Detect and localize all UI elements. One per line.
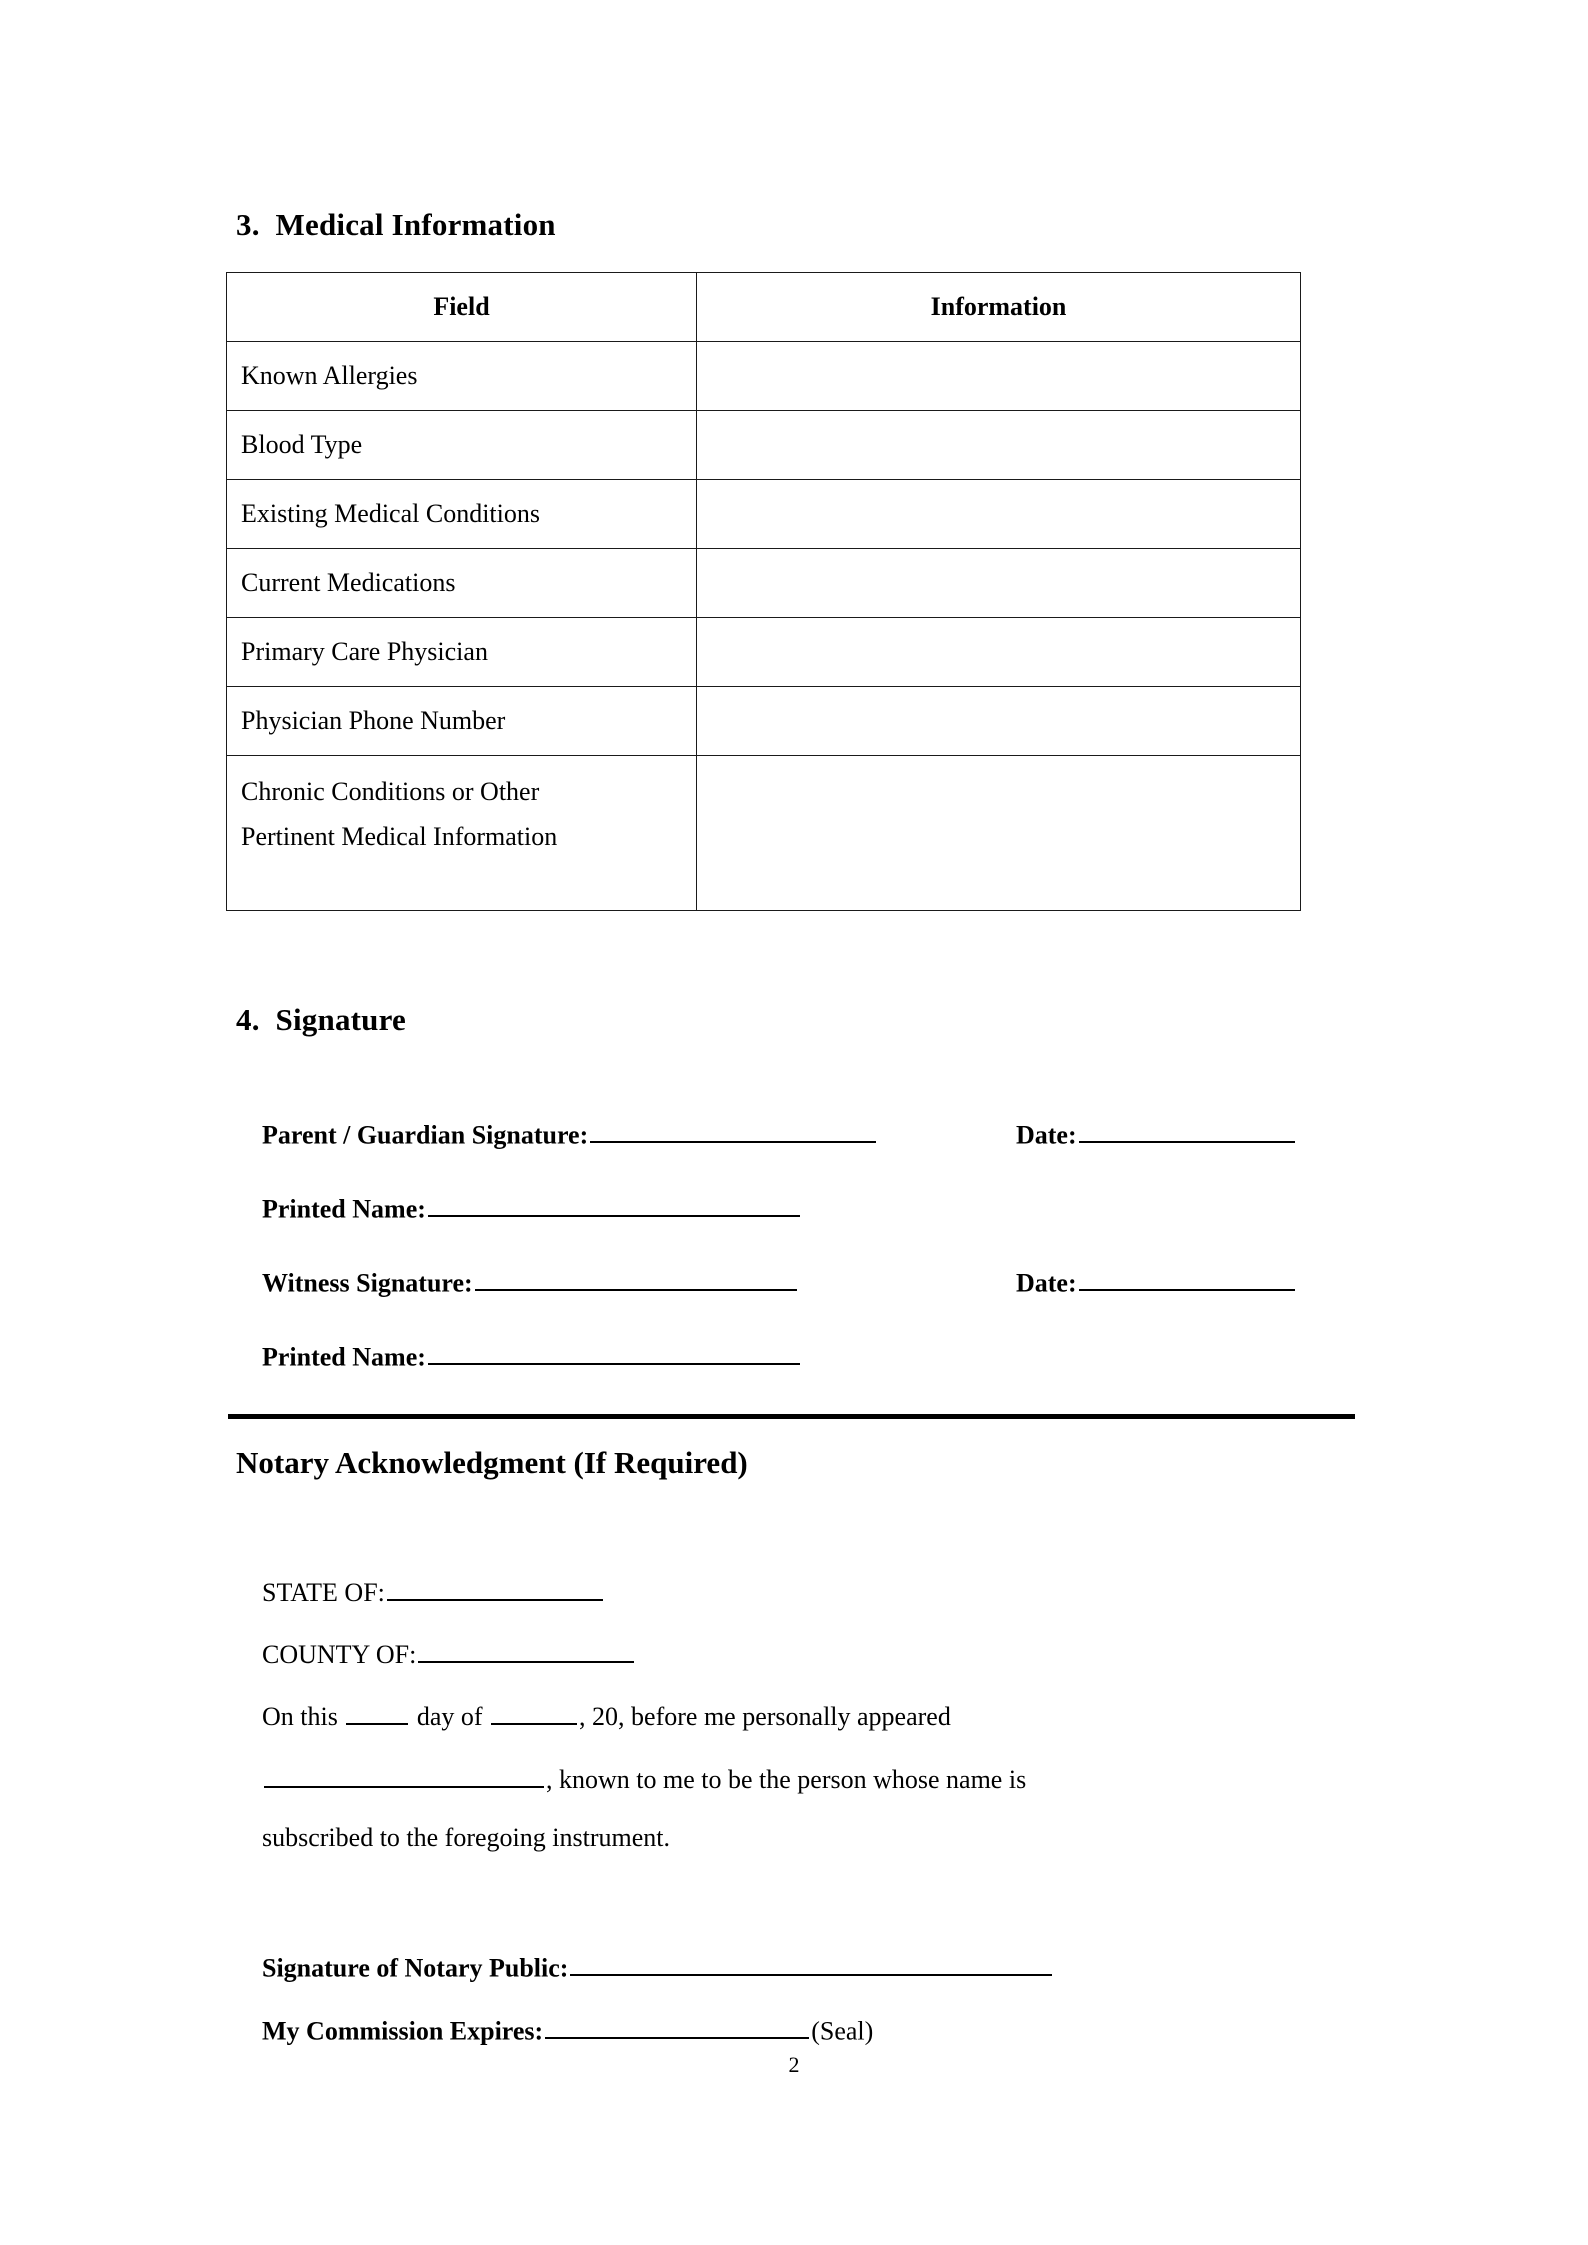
field-label-blood-type: Blood Type (227, 411, 697, 480)
notary-signature-input[interactable] (570, 1947, 1052, 1976)
page-number-footer: 2 (788, 2052, 800, 2077)
notary-county-input[interactable] (418, 1635, 634, 1663)
table-row (227, 549, 1301, 618)
section-heading-signature: 4. Signature (236, 1002, 406, 1037)
table-row (227, 480, 1301, 549)
notary-county-label: COUNTY OF: (262, 1640, 417, 1669)
notary-month-input[interactable] (491, 1697, 577, 1725)
witness-printed-name-row (236, 1306, 802, 1402)
field-input-chronic-conditions[interactable] (697, 756, 1301, 911)
notary-subscribed-text: subscribed to the foregoing instrument. (262, 1823, 670, 1852)
field-label-known-allergies: Known Allergies (227, 342, 697, 411)
section-heading-notary-acknowledgment: Notary Acknowledgment (If Required) (236, 1445, 748, 1480)
column-header-field: Field (227, 273, 697, 342)
notary-commission-expires-input[interactable] (545, 2010, 809, 2039)
section-heading-medical-information: 3. Medical Information (236, 207, 556, 242)
field-input-current-medications[interactable] (697, 549, 1301, 618)
table-row (227, 618, 1301, 687)
field-input-blood-type[interactable] (697, 411, 1301, 480)
table-header-row (227, 273, 1301, 342)
parent-guardian-date-input[interactable] (1079, 1114, 1295, 1143)
parent-printed-name-input[interactable] (428, 1188, 800, 1217)
field-input-physician-phone-number[interactable] (697, 687, 1301, 756)
notary-appearance-line-3 (236, 1793, 670, 1883)
field-input-known-allergies[interactable] (697, 342, 1301, 411)
field-input-primary-care-physician[interactable] (697, 618, 1301, 687)
table-row (227, 342, 1301, 411)
witness-signature-label: Witness Signature: (262, 1268, 473, 1298)
field-label-current-medications: Current Medications (227, 549, 697, 618)
parent-guardian-date-label: Date: (1016, 1120, 1077, 1150)
table-row (227, 756, 1301, 911)
parent-guardian-signature-input[interactable] (590, 1114, 876, 1143)
notary-seal-text: (Seal) (811, 2016, 874, 2046)
field-label-physician-phone-number: Physician Phone Number (227, 687, 697, 756)
notary-commission-expires-label: My Commission Expires: (262, 2016, 544, 2046)
notary-person-name-input[interactable] (264, 1760, 544, 1788)
witness-date-row (990, 1232, 1297, 1328)
witness-signature-input[interactable] (475, 1262, 797, 1291)
field-input-existing-medical-conditions[interactable] (697, 480, 1301, 549)
column-header-information: Information (697, 273, 1301, 342)
field-label-chronic-conditions (227, 756, 697, 911)
field-label-chronic-conditions-line2: Pertinent Medical Information (241, 821, 558, 851)
field-label-chronic-conditions-line1: Chronic Conditions or Other (241, 777, 540, 806)
parent-guardian-signature-label: Parent / Guardian Signature: (262, 1120, 589, 1150)
section-divider-rule (228, 1414, 1355, 1419)
parent-guardian-date-row (990, 1084, 1297, 1180)
table-row (227, 687, 1301, 756)
notary-day-of-text: day of (410, 1702, 490, 1731)
field-label-primary-care-physician: Primary Care Physician (227, 618, 697, 687)
witness-date-label: Date: (1016, 1268, 1077, 1298)
field-label-existing-medical-conditions: Existing Medical Conditions (227, 480, 697, 549)
notary-known-to-me-text: , known to me to be the person whose name is (546, 1765, 1027, 1794)
witness-printed-name-input[interactable] (428, 1336, 800, 1365)
notary-state-input[interactable] (387, 1573, 603, 1601)
notary-day-input[interactable] (346, 1697, 408, 1725)
medical-information-table (226, 272, 1301, 911)
notary-state-label: STATE OF: (262, 1578, 385, 1607)
notary-on-this-text: On this (262, 1702, 345, 1731)
witness-date-input[interactable] (1079, 1262, 1295, 1291)
parent-printed-name-label: Printed Name: (262, 1194, 426, 1224)
notary-signature-label: Signature of Notary Public: (262, 1953, 569, 1983)
table-row (227, 411, 1301, 480)
notary-year-text: , 20, before me personally appeared (579, 1702, 951, 1731)
witness-printed-name-label: Printed Name: (262, 1342, 426, 1372)
